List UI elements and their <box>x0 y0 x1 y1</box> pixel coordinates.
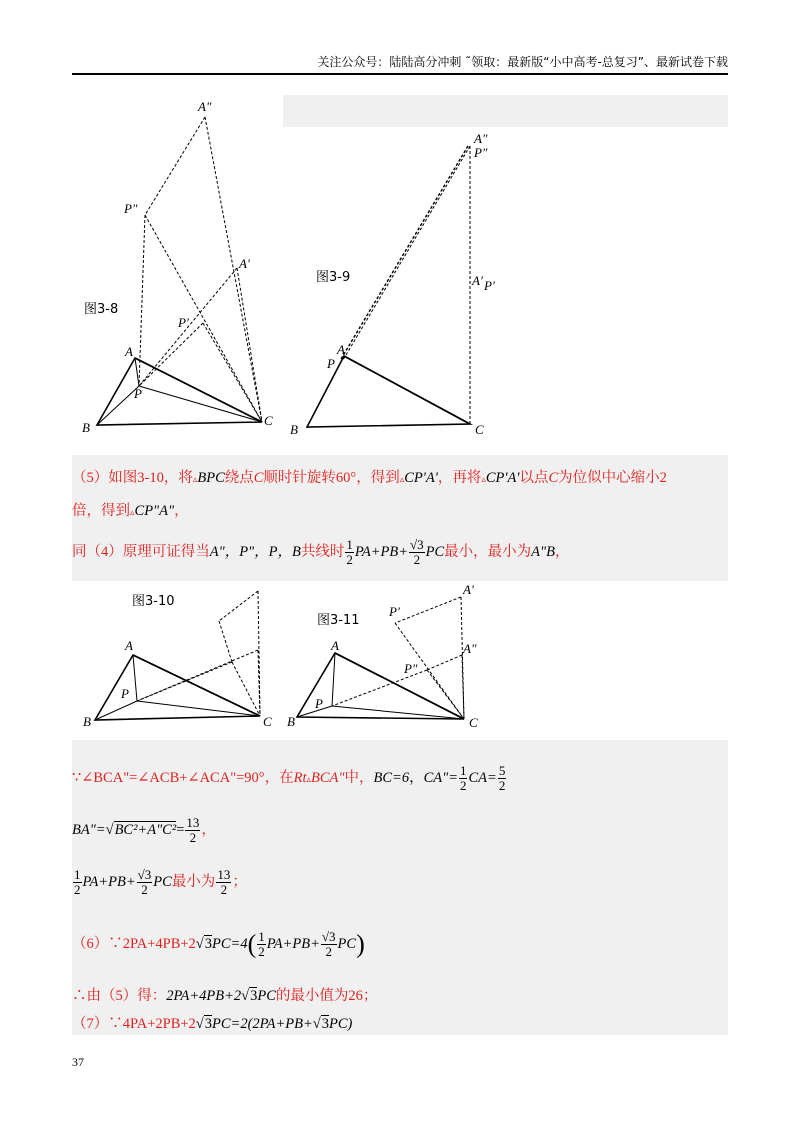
text-segment: 最小，最小为 <box>444 543 532 560</box>
sqrt-symbol: √ <box>312 1016 321 1032</box>
triangle-symbol: ▵ <box>192 474 198 484</box>
math-pc-eq: PC=4 <box>212 935 248 952</box>
text-segment: （6）∵2PA+4PB+2 <box>72 935 196 952</box>
sqrt-symbol: √ <box>241 988 250 1004</box>
triangle-symbol: ▵ <box>130 507 135 517</box>
line-ba-length: BA"=√BC²+A"C²= $\frac{13}{2}$ ， <box>72 815 216 845</box>
figure-3-9-caption: 图3-9 <box>316 270 351 285</box>
math-pc: PC) <box>329 1016 353 1032</box>
math-sqrt3: 3 <box>321 1016 330 1032</box>
label-p-prime: P' <box>389 604 400 619</box>
math-pa-pb: PA+PB+ <box>266 935 320 952</box>
label-p-prime: P' <box>178 315 189 330</box>
math-ab: A"B <box>531 543 555 560</box>
math-c: C <box>253 470 264 486</box>
math-c: C <box>548 470 559 486</box>
text-segment: （5）如图3-10，将 <box>72 470 193 486</box>
math-expression: PC=2(2PA+PB+ <box>212 1016 313 1032</box>
figure-3-10-caption: 图3-10 <box>132 594 175 609</box>
math-pc: PC <box>153 873 172 890</box>
math-collinear-points: A"，P"，P，B <box>209 543 301 560</box>
math-ba: BA"= <box>72 821 106 838</box>
label-c: C <box>264 413 273 428</box>
label-b: B <box>287 714 295 729</box>
math-expression: 2PA+4PB+2 <box>166 988 242 1004</box>
line-part-6: （6）∵2PA+4PB+2√3PC=4( $\frac{1}{2}$ PA+PB+ $\frac{√3}{2}$ PC) <box>72 929 365 959</box>
triangle-symbol: ▵ <box>306 773 312 784</box>
math-sqrt3: 3 <box>250 988 258 1004</box>
text-segment: 绕点 <box>224 470 254 486</box>
label-p-double-prime: P" <box>404 661 418 676</box>
label-p-double-prime: P" <box>474 145 488 160</box>
math-sqrt3: 3 <box>204 935 213 952</box>
page-header: 关注公众号：陆陆高分冲刺 ˜领取：最新版“小中高考-总复习”、最新试卷下载 <box>317 55 728 69</box>
math-pc: PC <box>257 988 276 1004</box>
math-angle: ∵∠BCA"=∠ACB+∠ACA"=90° <box>72 769 265 786</box>
label-c: C <box>263 714 272 729</box>
figure-3-11-caption: 图3-11 <box>317 613 360 628</box>
label-p-double-prime: P" <box>124 201 138 216</box>
math-radicand: BC²+A"C² <box>114 821 177 838</box>
sqrt-symbol: √ <box>195 935 204 952</box>
math-ca: CA"= <box>423 769 458 786</box>
label-a-prime: A' <box>239 256 250 271</box>
triangle-symbol: ▵ <box>481 474 486 484</box>
math-ca-eq: CA= <box>468 769 497 786</box>
label-c: C <box>469 715 478 730</box>
math-bpc: BPC <box>197 470 225 486</box>
label-p: P <box>121 686 129 701</box>
label-c: C <box>475 422 484 437</box>
math-sqrt3: 3 <box>204 1016 213 1032</box>
label-b: B <box>82 420 90 435</box>
text-segment: 顺时针旋转60°，得到 <box>263 470 400 486</box>
text-segment: ∴由（5）得： <box>72 988 167 1004</box>
text-segment: ， <box>409 769 424 786</box>
text-segment: 的最小值为26； <box>275 988 378 1004</box>
label-a-prime: A' <box>463 582 474 597</box>
text-segment: 为位似中心缩小2 <box>558 470 667 486</box>
text-segment: ，在 <box>264 769 294 786</box>
label-a: A <box>337 342 345 357</box>
page-number: 37 <box>72 1055 84 1069</box>
text-segment: 以点 <box>519 470 549 486</box>
math-cpa: CP'A' <box>485 470 520 486</box>
text-segment: ， <box>554 543 570 560</box>
label-a: A <box>125 344 133 359</box>
label-a: A <box>331 638 339 653</box>
line-therefore-min-26 <box>72 985 377 1007</box>
text-segment: ， <box>201 821 216 838</box>
text-segment: ，再将 <box>437 470 482 486</box>
math-rt: Rt <box>293 769 307 786</box>
label-a-double-prime: A" <box>463 641 477 656</box>
text-segment: = <box>176 821 185 838</box>
text-segment: （7）∵4PA+2PB+2 <box>72 1016 196 1032</box>
label-a-double-prime: A" <box>474 131 488 146</box>
sqrt-symbol: √ <box>105 821 114 838</box>
text-segment: 倍，得到 <box>72 503 130 519</box>
label-a: A <box>125 638 133 653</box>
label-p: P <box>315 696 323 711</box>
text-segment: 共线时 <box>300 543 345 560</box>
expression: $\frac{1}{2}$ PA+PB+ $\frac{√3}{2}$ PC <box>346 537 445 567</box>
text-segment: 同（4）原理可证得当 <box>72 543 210 560</box>
label-p-prime: P' <box>484 278 495 293</box>
text-segment: 最小为 <box>171 873 216 890</box>
line-minimum-value: $\frac{1}{2}$ PA+PB+ $\frac{√3}{2}$ PC最小为 $\frac{13}{2}$ ； <box>74 867 247 897</box>
math-cpa: CP'A' <box>404 470 438 486</box>
label-p: P <box>327 356 335 371</box>
label-b: B <box>290 422 298 437</box>
math-pa-pb: PA+PB+ <box>82 873 136 890</box>
math-bc: BC=6 <box>373 769 410 786</box>
text-segment: ； <box>232 873 247 890</box>
line-since-angle: ∵∠BCA"=∠ACB+∠ACA"=90°，在Rt▵BCA"中，BC=6，CA"= $\frac{1}{2}$ CA= $\frac{5}{2}$ <box>72 763 506 793</box>
triangle-symbol: ▵ <box>399 474 405 484</box>
label-b: B <box>83 714 91 729</box>
sqrt-symbol: √ <box>195 1016 204 1032</box>
label-p: P <box>134 386 142 401</box>
label-a-double-prime: A" <box>198 99 212 114</box>
label-a-prime: A' <box>472 273 483 288</box>
text-segment: ， <box>174 503 189 519</box>
line-part-7 <box>72 1013 352 1035</box>
math-bca: BCA" <box>311 769 345 786</box>
figure-3-8-caption: 图3-8 <box>84 302 119 317</box>
text-segment: 中， <box>344 769 374 786</box>
math-pc: PC <box>337 935 357 952</box>
math-cpa-double: CP"A" <box>134 503 175 519</box>
